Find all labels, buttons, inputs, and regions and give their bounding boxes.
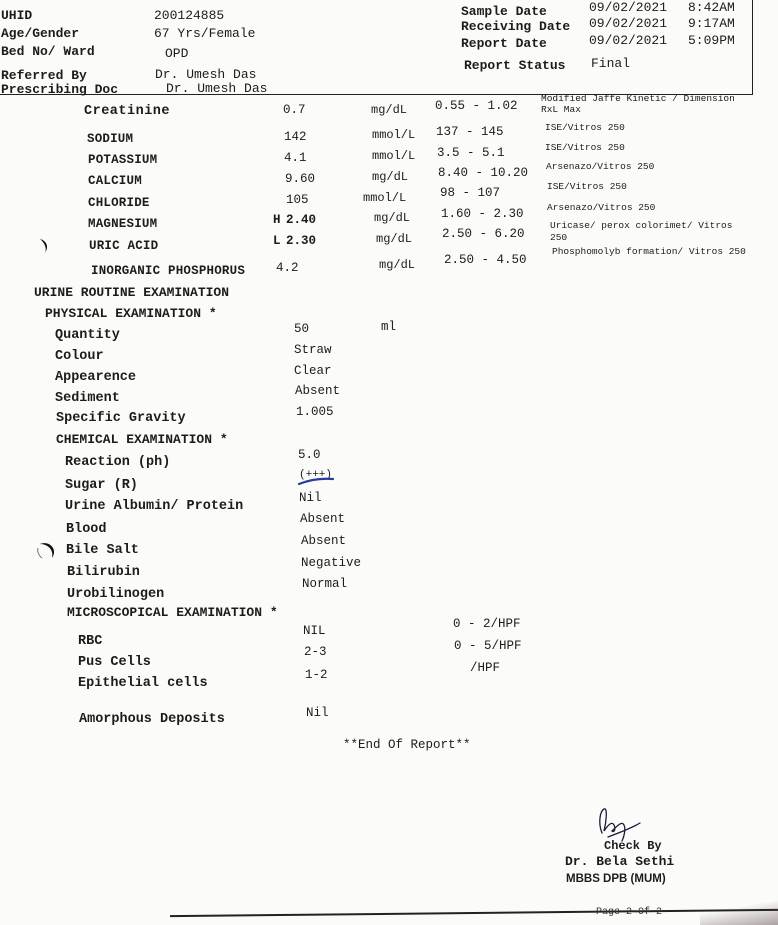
prescribing-value: Dr. Umesh Das bbox=[166, 81, 268, 96]
test-method-2: 250 bbox=[550, 232, 568, 243]
test-method-2: RxL Max bbox=[541, 104, 581, 115]
urine-value: Absent bbox=[301, 534, 347, 548]
test-name: URIC ACID bbox=[89, 239, 159, 253]
urine-value: 1.005 bbox=[296, 405, 334, 419]
receiving-time-value: 9:17AM bbox=[688, 16, 735, 31]
report-time-value: 5:09PM bbox=[688, 33, 735, 48]
sample-date-label: Sample Date bbox=[461, 4, 547, 19]
urine-label: Urine Albumin/ Protein bbox=[65, 499, 244, 514]
test-value: 0.7 bbox=[283, 103, 306, 117]
footer-divider bbox=[170, 909, 778, 917]
urine-label: RBC bbox=[78, 634, 103, 649]
referred-label: Referred By bbox=[1, 68, 87, 83]
referred-value: Dr. Umesh Das bbox=[155, 67, 257, 82]
urine-value: Clear bbox=[294, 364, 332, 378]
urine-value: Nil bbox=[306, 706, 329, 720]
urine-title: URINE ROUTINE EXAMINATION bbox=[34, 285, 230, 300]
test-value: 9.60 bbox=[285, 172, 316, 186]
urine-range: 0 - 5/HPF bbox=[454, 639, 522, 653]
test-value: 4.1 bbox=[284, 151, 307, 165]
test-range: 1.60 - 2.30 bbox=[441, 207, 524, 221]
urine-label: Pus Cells bbox=[78, 655, 151, 670]
test-range: 137 - 145 bbox=[436, 125, 504, 139]
receiving-date-label: Receiving Date bbox=[461, 19, 571, 34]
urine-label: Specific Gravity bbox=[56, 411, 186, 426]
test-unit: mg/dL bbox=[372, 170, 409, 184]
test-value: 2.40 bbox=[286, 213, 317, 227]
receiving-date-value: 09/02/2021 bbox=[589, 16, 668, 31]
urine-label: Bilirubin bbox=[67, 565, 140, 580]
test-method: Modified Jaffe Kinetic / Dimension bbox=[541, 93, 735, 104]
urine-label: Epithelial cells bbox=[78, 676, 208, 691]
uhid-label: UHID bbox=[1, 8, 33, 23]
test-name: Creatinine bbox=[84, 104, 171, 119]
urine-label: Urobilinogen bbox=[67, 587, 165, 602]
test-unit: mmol/L bbox=[372, 149, 416, 163]
test-name: SODIUM bbox=[87, 132, 134, 146]
test-value: 142 bbox=[284, 130, 307, 144]
sample-time-value: 8:42AM bbox=[688, 0, 735, 15]
test-name: CHLORIDE bbox=[88, 196, 150, 210]
test-method: Phosphomolyb formation/ Vitros 250 bbox=[552, 246, 746, 257]
test-unit: mg/dL bbox=[379, 258, 416, 272]
test-unit: mg/dL bbox=[371, 103, 408, 117]
urine-value: Negative bbox=[301, 556, 362, 570]
test-range: 98 - 107 bbox=[440, 186, 501, 200]
chemical-title: CHEMICAL EXAMINATION * bbox=[56, 432, 228, 447]
urine-label: Bile Salt bbox=[66, 543, 139, 558]
test-value: 105 bbox=[286, 193, 309, 207]
uhid-value: 200124885 bbox=[154, 8, 225, 23]
report-status-label: Report Status bbox=[464, 58, 566, 73]
test-unit: mg/dL bbox=[374, 211, 411, 225]
urine-label: Appearence bbox=[55, 370, 137, 385]
test-range: 2.50 - 4.50 bbox=[444, 253, 527, 267]
check-by: Check By bbox=[604, 839, 662, 853]
urine-value: (+++) bbox=[299, 469, 333, 481]
doctor-qualification: MBBS DPB (MUM) bbox=[566, 873, 666, 885]
urine-value: 5.0 bbox=[298, 448, 321, 462]
urine-value: 50 bbox=[294, 322, 310, 336]
sample-date-value: 09/02/2021 bbox=[589, 0, 668, 15]
test-flag-low: L bbox=[273, 234, 281, 248]
urine-value: Absent bbox=[295, 384, 341, 398]
doctor-name: Dr. Bela Sethi bbox=[565, 854, 675, 869]
test-method: ISE/Vitros 250 bbox=[545, 142, 625, 153]
test-name: CALCIUM bbox=[88, 174, 142, 188]
end-of-report: **End Of Report** bbox=[343, 738, 471, 752]
test-unit: mmol/L bbox=[363, 191, 407, 205]
test-range: 2.50 - 6.20 bbox=[442, 227, 525, 241]
test-name: MAGNESIUM bbox=[88, 217, 158, 231]
test-name: POTASSIUM bbox=[88, 153, 158, 167]
urine-label: Amorphous Deposits bbox=[79, 712, 225, 727]
bed-value: OPD bbox=[165, 46, 189, 61]
test-value: 4.2 bbox=[276, 261, 299, 275]
test-unit: mg/dL bbox=[376, 232, 413, 246]
punch-hole-mark bbox=[36, 540, 58, 562]
test-method: Uricase/ perox colorimet/ Vitros bbox=[550, 220, 733, 231]
report-date-label: Report Date bbox=[461, 36, 547, 51]
test-method: Arsenazo/Vitros 250 bbox=[546, 161, 655, 172]
test-method: ISE/Vitros 250 bbox=[545, 122, 625, 133]
test-range: 8.40 - 10.20 bbox=[438, 166, 529, 180]
test-method: ISE/Vitros 250 bbox=[547, 181, 627, 192]
age-gender-value: 67 Yrs/Female bbox=[154, 26, 256, 41]
urine-unit: ml bbox=[381, 320, 397, 334]
prescribing-label: Prescribing Doc bbox=[1, 82, 119, 97]
urine-range: 0 - 2/HPF bbox=[453, 617, 521, 631]
test-range: 3.5 - 5.1 bbox=[437, 146, 505, 160]
age-gender-label: Age/Gender bbox=[1, 26, 80, 41]
urine-value: Straw bbox=[294, 343, 332, 357]
urine-value: Nil bbox=[299, 491, 322, 505]
test-flag-high: H bbox=[273, 213, 281, 227]
bed-label: Bed No/ Ward bbox=[1, 44, 95, 59]
report-date-value: 09/02/2021 bbox=[589, 33, 668, 48]
report-status-value: Final bbox=[591, 56, 631, 71]
urine-label: Sediment bbox=[55, 391, 120, 406]
punch-hole-mark bbox=[37, 237, 51, 259]
page-corner-shadow bbox=[700, 895, 778, 925]
urine-label: Quantity bbox=[55, 328, 120, 343]
urine-value: NIL bbox=[303, 624, 326, 638]
urine-label: Sugar (R) bbox=[65, 478, 138, 493]
test-name: INORGANIC PHOSPHORUS bbox=[91, 264, 246, 278]
urine-value: 1-2 bbox=[305, 668, 328, 682]
test-value: 2.30 bbox=[286, 234, 317, 248]
test-method: Arsenazo/Vitros 250 bbox=[547, 202, 656, 213]
physical-title: PHYSICAL EXAMINATION * bbox=[45, 306, 217, 321]
signature-scribble bbox=[594, 803, 644, 843]
micro-title: MICROSCOPICAL EXAMINATION * bbox=[67, 605, 278, 620]
pen-underline-mark bbox=[297, 474, 337, 488]
test-range: 0.55 - 1.02 bbox=[435, 99, 518, 113]
urine-label: Colour bbox=[55, 349, 104, 364]
urine-value: Normal bbox=[302, 577, 348, 591]
page-number: Page 2 Of 2 bbox=[596, 907, 663, 918]
test-unit: mmol/L bbox=[372, 128, 416, 142]
urine-value: 2-3 bbox=[304, 645, 327, 659]
urine-range: /HPF bbox=[470, 661, 501, 675]
urine-label: Blood bbox=[66, 522, 107, 537]
urine-label: Reaction (ph) bbox=[65, 455, 171, 470]
urine-value: Absent bbox=[300, 512, 346, 526]
